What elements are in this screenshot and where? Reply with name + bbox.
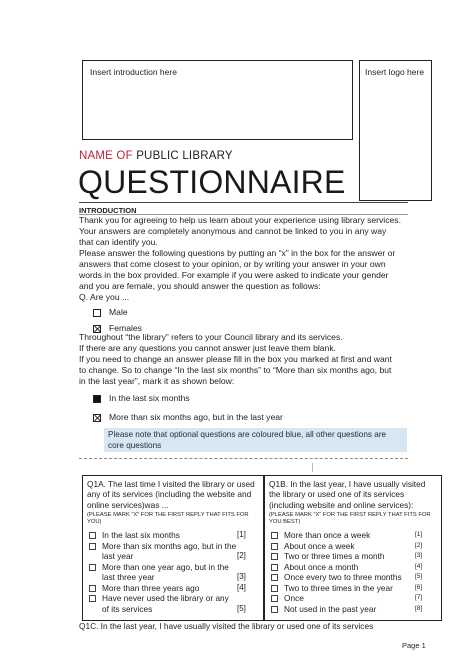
- q1a-option[interactable]: [87, 541, 259, 562]
- option-code: [5]: [415, 573, 423, 581]
- checked-box-icon[interactable]: [93, 414, 101, 422]
- option-text: Two to three times in the year: [284, 582, 393, 593]
- q1a-option[interactable]: [87, 562, 259, 583]
- instruction-line: If you need to change an answer please fill in the box you marked at first and want: [79, 354, 392, 364]
- option-code: [4]: [237, 582, 246, 592]
- option-code: [2]: [237, 551, 246, 561]
- introduction-placeholder-text: Insert introduction here: [90, 67, 177, 77]
- logo-placeholder-box: [359, 60, 432, 201]
- option-text: About once a week: [284, 540, 355, 551]
- q1a-instruction: (PLEASE MARK “X” FOR THE FIRST REPLY THAT FITS FOR YOU): [87, 512, 249, 526]
- q1c-title: Q1C. In the last year, I have usually visited the library or used one of its services: [79, 621, 374, 631]
- checkbox-icon[interactable]: [89, 543, 96, 550]
- library-name-prefix: NAME OF: [79, 150, 133, 162]
- intro-line: that can identify you.: [79, 237, 158, 247]
- option-text: More than three years ago: [102, 582, 200, 593]
- option-label: More than six months ago, but in the last year: [109, 412, 283, 422]
- intro-line: Your answers are completely anonymous and cannot be linked to you in any way: [79, 226, 387, 236]
- checkbox-icon[interactable]: [89, 595, 96, 602]
- q1a-title: Q1A. The last time I visited the library or used any of its services (including the website and online services)was ...: [87, 479, 255, 510]
- example-options: [93, 307, 142, 334]
- option-text: More than one year ago, but in the last three year: [102, 561, 229, 583]
- library-name-suffix: PUBLIC LIBRARY: [132, 150, 233, 162]
- q1b-option[interactable]: [269, 593, 437, 604]
- option-code: [3]: [237, 572, 246, 582]
- option-code: [1]: [415, 531, 423, 539]
- intro-line: words in the box provided. For example if you were asked to indicate your gender: [79, 270, 389, 280]
- instructions-text: [79, 332, 419, 387]
- option-text: Have never used the library or any of its services: [102, 593, 229, 614]
- example-option-male[interactable]: [93, 307, 142, 318]
- q1b-option[interactable]: [269, 583, 437, 594]
- checkbox-icon[interactable]: [271, 585, 278, 592]
- checkbox-icon[interactable]: [271, 606, 278, 613]
- option-code: [4]: [415, 562, 423, 570]
- option-label: In the last six months: [109, 393, 190, 403]
- optional-questions-note: Please note that optional questions are coloured blue, all other questions are core questions: [104, 428, 407, 452]
- option-text: Once: [284, 593, 304, 604]
- option-code: [5]: [237, 603, 246, 613]
- q1a-option[interactable]: [87, 530, 259, 541]
- checkbox-icon[interactable]: [271, 543, 278, 550]
- q1b-option[interactable]: [269, 530, 437, 541]
- intro-line: and you are female, you should answer the question as follows:: [79, 281, 321, 291]
- instruction-line: in the last year”, mark it as shown below:: [79, 376, 235, 386]
- option-text: In the last six months: [102, 530, 180, 541]
- introduction-placeholder-box: [82, 60, 353, 140]
- change-option-six-months[interactable]: [93, 393, 283, 404]
- intro-line: answers that come closest to your opinion, or by writing your answer in your own: [79, 259, 386, 269]
- option-code: [8]: [415, 604, 423, 612]
- title-divider: [79, 202, 408, 203]
- checkbox-icon[interactable]: [93, 309, 101, 317]
- q1b-options: [269, 530, 437, 614]
- option-code: [2]: [415, 541, 423, 549]
- option-text: Two or three times a month: [284, 551, 385, 562]
- option-text: About once a month: [284, 561, 359, 572]
- checkbox-icon[interactable]: [89, 585, 96, 592]
- checkbox-icon[interactable]: [271, 595, 278, 602]
- question-q1a: [82, 475, 264, 621]
- introduction-text: [79, 215, 419, 303]
- option-code: [6]: [415, 583, 423, 591]
- option-text: Not used in the past year: [284, 603, 377, 614]
- filled-box-icon[interactable]: [93, 395, 101, 403]
- option-code: [7]: [415, 594, 423, 602]
- q1b-title: Q1B. In the last year, I have usually visited the library or used one of its services (including website and online services):: [269, 479, 426, 510]
- option-label: Male: [109, 307, 128, 317]
- checkbox-icon[interactable]: [271, 574, 278, 581]
- section-divider: [79, 458, 408, 459]
- q1a-option[interactable]: [87, 583, 259, 594]
- q1b-option[interactable]: [269, 604, 437, 615]
- checkbox-icon[interactable]: [271, 553, 278, 560]
- introduction-heading: INTRODUCTION: [79, 206, 137, 215]
- logo-placeholder-text: Insert logo here: [365, 67, 425, 77]
- checkbox-icon[interactable]: [271, 564, 278, 571]
- cursor-marker: [312, 463, 313, 472]
- q1b-option[interactable]: [269, 541, 437, 552]
- change-option-last-year[interactable]: [93, 412, 283, 423]
- option-code: [3]: [415, 552, 423, 560]
- checkbox-icon[interactable]: [89, 532, 96, 539]
- instruction-line: If there are any questions you cannot answer just leave them blank.: [79, 343, 337, 353]
- option-text: More than six months ago, but in the last year: [102, 540, 237, 562]
- intro-line: Q. Are you ...: [79, 292, 130, 302]
- q1b-option[interactable]: [269, 572, 437, 583]
- option-text: More than once a week: [284, 530, 371, 541]
- option-label: Females: [109, 323, 142, 333]
- q1a-options: [87, 530, 259, 614]
- intro-line: Please answer the following questions by putting an “x” in the box for the answer or: [79, 248, 396, 258]
- page-number: Page 1: [402, 641, 426, 650]
- instruction-line: Throughout “the library” refers to your Council library and its services.: [79, 332, 343, 342]
- q1a-option[interactable]: [87, 593, 259, 614]
- change-example-options: [93, 393, 283, 423]
- q1b-instruction: (PLEASE MARK “X” FOR THE FIRST REPLY THAT FITS FOR YOU BEST): [269, 512, 431, 526]
- q1b-option[interactable]: [269, 551, 437, 562]
- question-q1b: [264, 475, 442, 621]
- library-name: [79, 150, 233, 162]
- intro-line: Thank you for agreeing to help us learn about your experience using library services.: [79, 215, 401, 225]
- page-title: QUESTIONNAIRE: [78, 164, 346, 200]
- q1b-option[interactable]: [269, 562, 437, 573]
- checkbox-icon[interactable]: [89, 564, 96, 571]
- checkbox-icon[interactable]: [271, 532, 278, 539]
- instruction-line: to change. So to change “In the last six months” to “More than six months ago, but: [79, 365, 392, 375]
- option-code: [1]: [237, 530, 246, 540]
- option-text: Once every two to three months: [284, 572, 402, 583]
